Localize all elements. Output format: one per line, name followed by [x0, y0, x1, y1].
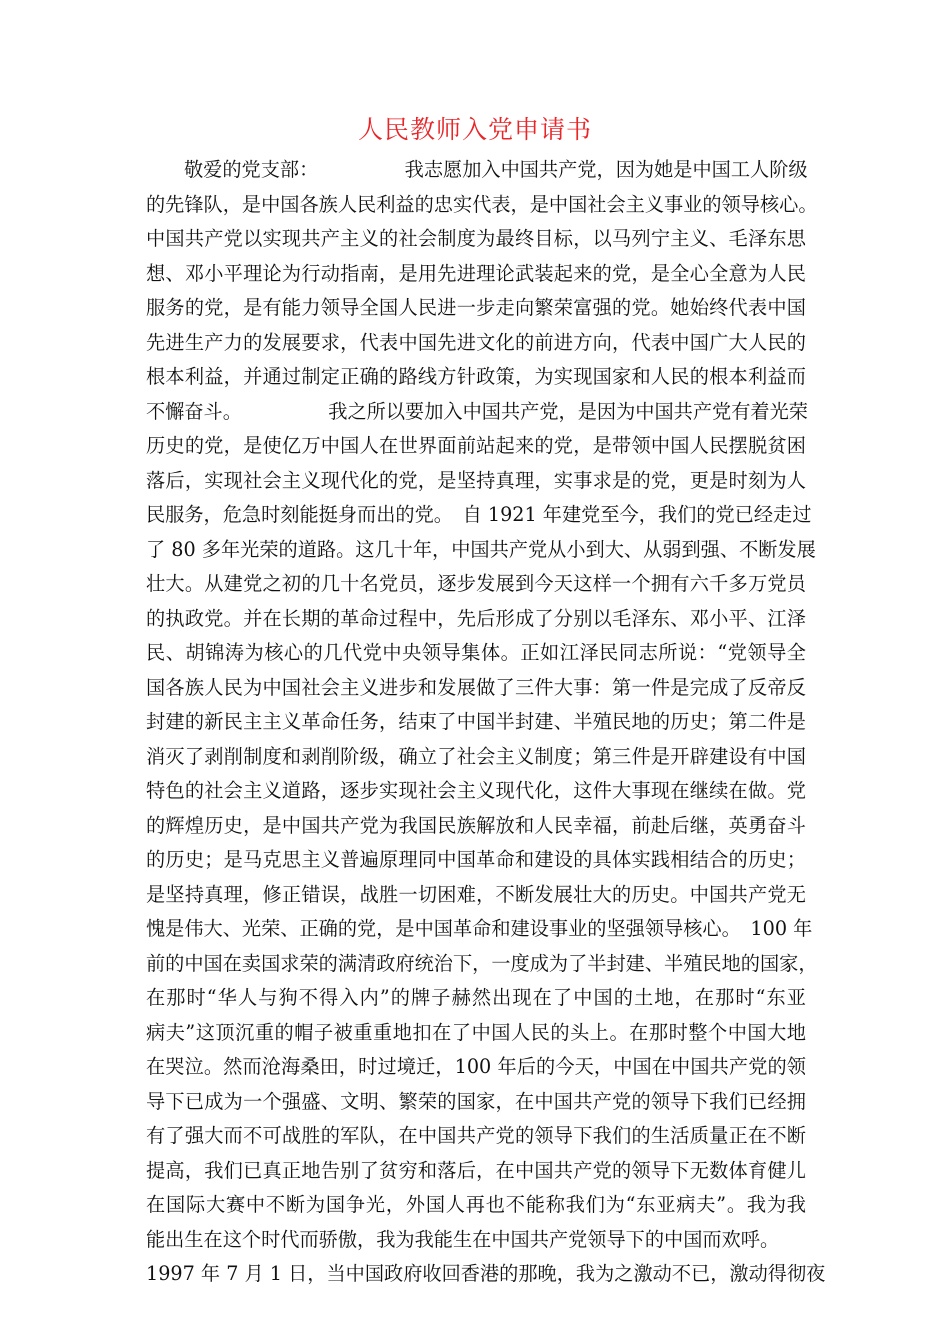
body-line: 落后，实现社会主义现代化的党，是坚持真理，实事求是的党，更是时刻为人: [146, 468, 806, 492]
body-line: 前的中国在卖国求荣的满清政府统治下，一度成为了半封建、半殖民地的国家，: [146, 951, 818, 975]
body-line: 在那时“华人与狗不得入内”的牌子赫然出现在了中国的土地，在那时“东亚: [146, 986, 806, 1009]
body-line: 的历史；是马克思主义普遍原理同中国革命和建设的具体实践相结合的历史；: [146, 848, 806, 871]
body-line: 的辉煌历史，是中国共产党为我国民族解放和人民幸福，前赴后继，英勇奋斗: [146, 813, 806, 837]
body-line: 壮大。从建党之初的几十名党员，逐步发展到今天这样一个拥有六千多万党员: [146, 572, 806, 595]
body-line: 先进生产力的发展要求，代表中国先进文化的前进方向，代表中国广大人民的: [146, 330, 806, 354]
document-body: [146, 153, 826, 1292]
body-line: 服务的党，是有能力领导全国人民进一步走向繁荣富强的党。她始终代表中国: [146, 296, 806, 319]
body-line: 民服务，危急时刻能挺身而出的党。 自 1921 年建党至今，我们的党已经走过: [146, 503, 812, 526]
body-line: 想、邓小平理论为行动指南，是用先进理论武装起来的党，是全心全意为人民: [146, 261, 806, 285]
body-line: 国各族人民为中国社会主义进步和发展做了三件大事：第一件是完成了反帝反: [146, 675, 806, 699]
body-line: 不懈奋斗。 我之所以要加入中国共产党，是因为中国共产党有着光荣: [146, 399, 808, 423]
body-line: 的先锋队，是中国各族人民利益的忠实代表，是中国社会主义事业的领导核心。: [146, 192, 818, 216]
body-line: 根本利益，并通过制定正确的路线方针政策，为实现国家和人民的根本利益而: [146, 365, 806, 388]
body-line: 提高，我们已真正地告别了贫穷和落后，在中国共产党的领导下无数体育健儿: [146, 1158, 806, 1182]
body-line: 民、胡锦涛为核心的几代党中央领导集体。正如江泽民同志所说：“党领导全: [146, 641, 806, 664]
body-line: 病夫”这顶沉重的帽子被重重地扣在了中国人民的头上。在那时整个中国大地: [146, 1020, 806, 1044]
body-line: 封建的新民主主义革命任务，结束了中国半封建、半殖民地的历史；第二件是: [146, 710, 806, 733]
body-line: 在哭泣。然而沧海桑田，时过境迁，100 年后的今天，中国在中国共产党的领: [146, 1055, 806, 1078]
body-line: 能出生在这个时代而骄傲，我为我能生在中国共产党领导下的中国而欢呼。: [146, 1227, 780, 1251]
body-line: 1997 年 7 月 1 日，当中国政府收回香港的那晚，我为之激动不已，激动得彻夜: [146, 1262, 826, 1285]
body-line: 中国共产党以实现共产主义的社会制度为最终目标，以马列宁主义、毛泽东思: [146, 227, 806, 250]
body-line: 是坚持真理，修正错误，战胜一切困难，不断发展壮大的历史。中国共产党无: [146, 882, 806, 906]
body-line: 消灭了剥削制度和剥削阶级，确立了社会主义制度；第三件是开辟建设有中国: [146, 744, 806, 768]
body-line: 敬爱的党支部： 我志愿加入中国共产党，因为她是中国工人阶级: [184, 158, 808, 181]
body-line: 有了强大而不可战胜的军队，在中国共产党的领导下我们的生活质量正在不断: [146, 1124, 806, 1147]
body-line: 导下已成为一个强盛、文明、繁荣的国家，在中国共产党的领导下我们已经拥: [146, 1089, 806, 1113]
body-line: 了 80 多年光荣的道路。这几十年，中国共产党从小到大、从弱到强、不断发展: [146, 537, 816, 561]
body-line: 历史的党，是使亿万中国人在世界面前站起来的党，是带领中国人民摆脱贫困: [146, 434, 806, 457]
body-line: 愧是伟大、光荣、正确的党，是中国革命和建设事业的坚强领导核心。 100 年: [146, 917, 813, 940]
body-line: 特色的社会主义道路，逐步实现社会主义现代化，这件大事现在继续在做。党: [146, 779, 806, 802]
body-line: 的执政党。并在长期的革命过程中，先后形成了分别以毛泽东、邓小平、江泽: [146, 606, 806, 630]
body-line: 在国际大赛中不断为国争光，外国人再也不能称我们为“东亚病夫”。我为我: [146, 1193, 806, 1216]
document-title: 人民教师入党申请书: [357, 115, 592, 144]
